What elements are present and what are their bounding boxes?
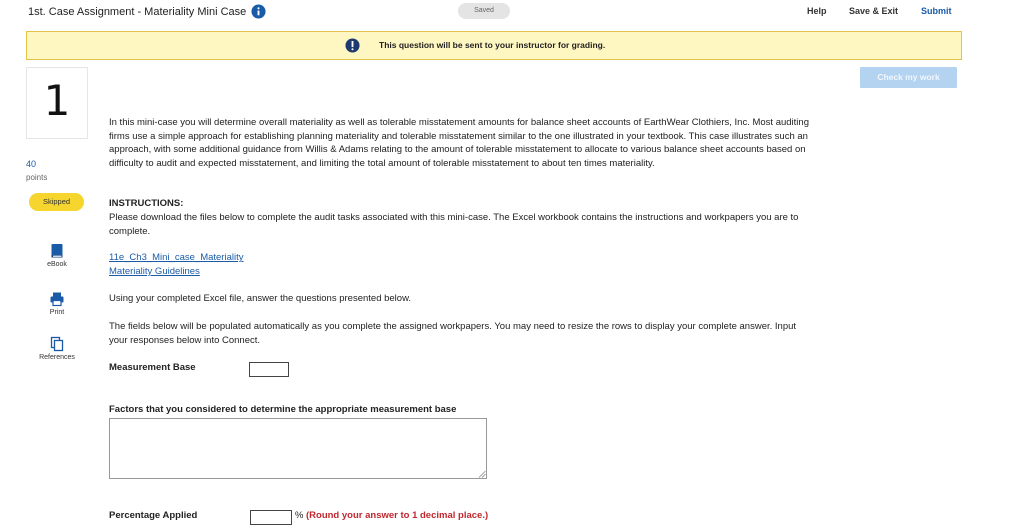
assignment-title-row xyxy=(28,4,266,19)
top-bar xyxy=(0,0,1024,22)
check-my-work-button[interactable]: Check my work xyxy=(860,67,957,88)
grading-notice-banner xyxy=(26,31,962,60)
question-number: 1 xyxy=(43,76,71,125)
workbook-file-link[interactable]: 11e_Ch3_Mini_case_Materiality xyxy=(109,252,244,263)
help-link[interactable]: Help xyxy=(807,6,827,16)
printer-icon xyxy=(49,291,65,307)
print-button[interactable] xyxy=(26,291,88,316)
points-label: points xyxy=(26,173,48,182)
alert-icon xyxy=(345,38,360,53)
grading-notice-text: This question will be sent to your instructor for grading. xyxy=(379,40,606,50)
using-excel-paragraph: Using your completed Excel file, answer the questions presented below. xyxy=(109,293,412,304)
percentage-applied-label: Percentage Applied xyxy=(109,510,198,521)
instructions-paragraph: Please download the files below to complete the audit tasks associated with this mini-case. The Excel workbook contains the instructions and workpapers you are to complete. xyxy=(109,212,799,237)
references-icon xyxy=(49,336,65,352)
percentage-applied-input[interactable] xyxy=(250,510,292,525)
references-label: References xyxy=(39,354,75,361)
fields-info-paragraph: The fields below will be populated automatically as you complete the assigned workpapers. You may need to resize the rows to display your complete answer. Input your responses below into Connect. xyxy=(109,321,797,346)
factors-label: Factors that you considered to determine the appropriate measurement base xyxy=(109,404,457,415)
percent-sign: % xyxy=(295,510,304,521)
ebook-button[interactable] xyxy=(26,243,88,268)
factors-textarea[interactable] xyxy=(109,418,487,479)
question-number-box xyxy=(26,67,88,139)
print-label: Print xyxy=(49,309,65,316)
save-exit-link[interactable]: Save & Exit xyxy=(849,6,899,16)
resize-grip-icon[interactable] xyxy=(478,470,486,478)
skipped-status-badge: Skipped xyxy=(29,193,84,211)
info-icon[interactable] xyxy=(251,4,266,19)
measurement-base-label: Measurement Base xyxy=(109,362,196,373)
ebook-label: eBook xyxy=(47,261,67,268)
points-value: 40 xyxy=(26,159,37,169)
saved-status-badge: Saved xyxy=(458,3,510,19)
submit-link[interactable]: Submit xyxy=(921,6,952,16)
ebook-icon xyxy=(49,243,65,259)
intro-paragraph: In this mini-case you will determine overall materiality as well as tolerable misstatement amounts for balance sheet accounts of EarthWear Clothiers, Inc. Most auditing firms use a simple approach for establishing planning materiality and tolerable misstatement similar to the one illustrated in your textbook. This case illustrates such an approach, with some additional guidance from Willis & Adams relating to the amount of tolerable misstatement to allocate to various balance sheet accounts based on difficulty to audit and expected misstatement, and limiting the total amount of tolerable misstatement to about ten times materiality. xyxy=(109,117,809,169)
measurement-base-input[interactable] xyxy=(249,362,289,377)
rounding-note: (Round your answer to 1 decimal place.) xyxy=(306,510,489,521)
references-button[interactable] xyxy=(26,336,88,361)
instructions-heading: INSTRUCTIONS: xyxy=(109,198,184,209)
assignment-title: 1st. Case Assignment - Materiality Mini Case xyxy=(28,5,247,18)
guidelines-file-link[interactable]: Materiality Guidelines xyxy=(109,266,200,277)
